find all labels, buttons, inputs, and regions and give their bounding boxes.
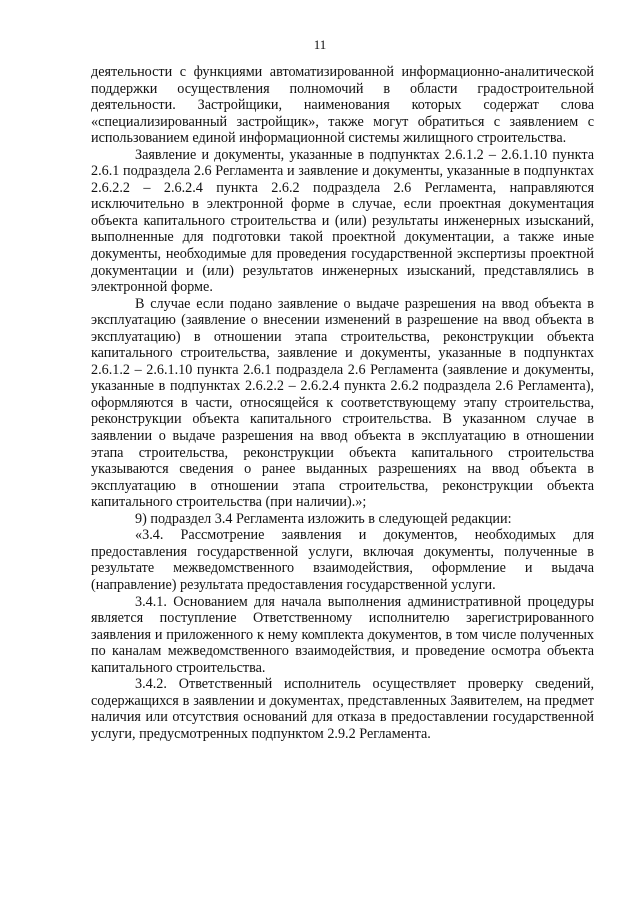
paragraph-section-3-4: «3.4. Рассмотрение заявления и документов, необходимых для предоставления государственной услуги, включая документы, полученные в результате межведомственного взаимодействия, оформление и выдача (направление) результата предоставления государственной услуги. [91,527,594,593]
paragraph-stage-of-construction: В случае если подано заявление о выдаче разрешения на ввод объекта в эксплуатацию (заявление о внесении изменений в разрешение на ввод объекта в эксплуатацию) в отношении этапа строительства, реконструкции объекта капитального строительства, заявление и документы, указанные в подпунктах 2.6.1.2 – 2.6.1.10 пункта 2.6.1 подраздела 2.6 Регламента (заявление и документы, указанные в подпунктах 2.6.2.2 – 2.6.2.4 пункта 2.6.2 подраздела 2.6 Регламента), оформляются в части, относящейся к соответствующему этапу строительства, реконструкции объекта капитального строительства. В указанном случае в заявлении о выдаче разрешения на ввод объекта в эксплуатацию в отношении этапа строительства, реконструкции объекта капитального строительства указываются сведения о ранее выданных разрешениях на ввод объекта в эксплуатацию в отношении этапа строительства, реконструкции объекта капитального строительства (при наличии).»; [91,295,594,511]
page-number: 11 [313,37,327,52]
paragraph-continuation: деятельности с функциями автоматизированной информационно-аналитической поддержки осуществления полномочий в области градостроительной деятельности. Застройщики, наименования которых содержат слова «специализированный застройщик», также могут обратиться с заявлением с использованием единой информационной системы жилищного строительства. [91,64,594,147]
paragraph-electronic-form: Заявление и документы, указанные в подпунктах 2.6.1.2 – 2.6.1.10 пункта 2.6.1 подраздела 2.6 Регламента и заявление и документы, указанные в подпунктах 2.6.2.2 – 2.6.2.4 пункта 2.6.2 подраздела 2.6 Регламента, направляются исключительно в электронной форме в случае, если проектная документация объекта капитального строительства и (или) результаты инженерных изысканий, выполненные для подготовки такой проектной документации, а также иные документы, необходимые для проведения государственной экспертизы проектной документации и (или) результатов инженерных изысканий, представлялись в электронной форме. [91,146,594,296]
document-body [91,64,594,742]
paragraph-amendment-9: 9) подраздел 3.4 Регламента изложить в следующей редакции: [135,510,512,527]
paragraph-3-4-2: 3.4.2. Ответственный исполнитель осуществляет проверку сведений, содержащихся в заявлении и документах, представленных Заявителем, на предмет наличия или отсутствия оснований для отказа в предоставлении государственной услуги, предусмотренных подпунктом 2.9.2 Регламента. [91,676,594,742]
paragraph-3-4-1: 3.4.1. Основанием для начала выполнения административной процедуры является поступление Ответственному исполнителю зарегистрированного заявления и приложенного к нему комплекта документов, в том числе полученных по каналам межведомственного взаимодействия, и проведение осмотра объекта капитального строительства. [91,593,594,676]
